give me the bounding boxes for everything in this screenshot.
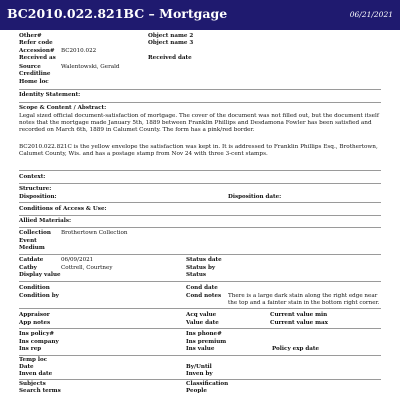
divider	[19, 254, 381, 255]
field-object-name-3: Object name 3	[148, 40, 194, 46]
catby-value: Cottrell, Courtney	[61, 264, 113, 271]
subjects-label: Subjects	[19, 381, 46, 387]
collection-label: Collection	[19, 230, 51, 236]
field-home-loc	[19, 79, 49, 86]
acq-value-label: Acq value	[186, 312, 217, 318]
field-accession	[19, 48, 55, 55]
classification-label: Classification	[186, 381, 229, 387]
divider	[19, 308, 381, 309]
status-date-label: Status date	[186, 257, 222, 263]
field-creditline	[19, 71, 50, 78]
ins-company-label: Ins company	[19, 338, 59, 345]
source-value: Walentowski, Gerald	[61, 64, 120, 70]
divider	[19, 227, 381, 228]
condition-label: Condition	[19, 285, 50, 291]
cond-notes-value: There is a large dark stain along the right edge near the top and a fainter stain in the bottom right corner.	[228, 292, 380, 306]
record-title: BC2010.022.821BC – Mortgage	[7, 6, 228, 21]
search-terms-label: Search terms	[19, 388, 61, 394]
field-source	[19, 64, 41, 71]
catdate-label: Catdate	[19, 257, 44, 263]
status-by-label: Status by	[186, 264, 216, 271]
field-other-number	[19, 33, 42, 40]
field-label: Other#	[19, 33, 42, 39]
divider	[19, 102, 381, 103]
field-label: Received as	[19, 55, 56, 61]
field-label: Source	[19, 64, 41, 70]
divider	[19, 215, 381, 216]
field-object-name-2: Object name 2	[148, 33, 194, 39]
allied-materials-label: Allied Materials:	[19, 218, 72, 224]
field-label: Accession#	[19, 47, 55, 54]
appraisor-label: Appraisor	[19, 312, 50, 318]
divider	[19, 281, 381, 282]
scope-paragraph-1: Legal sized official document-satisfaction of mortgage. The cover of the document was not filled out, but the document itself notes that the mortgage made January 5th, 1889 between Franklin Phillips and Desdamona Fowler has been satisfied and recorded on March 6th, 1889 in Calumet County. The form has a pink/red border.	[19, 112, 379, 133]
divider	[19, 355, 381, 356]
structure-label: Structure:	[19, 186, 52, 192]
value-date-label: Value date	[186, 319, 219, 326]
catby-label: Catby	[19, 264, 37, 271]
record-header	[0, 0, 400, 30]
condition-by-label: Condition by	[19, 292, 59, 299]
field-label: Refer code	[19, 40, 53, 46]
ins-rep-label: Ins rep	[19, 346, 42, 352]
divider	[19, 89, 381, 90]
event-label: Event	[19, 237, 37, 244]
ins-policy-label: Ins policy#	[19, 331, 55, 337]
field-label: Creditline	[19, 71, 51, 77]
divider	[19, 379, 381, 380]
disposition-date-label: Disposition date:	[228, 193, 282, 200]
by-until-label: By/Until	[186, 364, 212, 370]
current-value-max-label: Current value max	[270, 319, 329, 326]
cond-notes-label: Cond notes	[186, 292, 222, 299]
divider	[19, 170, 381, 171]
field-refer-code	[19, 40, 53, 47]
divider	[19, 328, 381, 329]
medium-label: Medium	[19, 245, 45, 251]
inven-date-label: Inven date	[19, 371, 53, 377]
cond-date-label: Cond date	[186, 285, 218, 291]
scope-label: Scope & Content / Abstract:	[19, 105, 107, 111]
status-label: Status	[186, 272, 207, 278]
accession-value: BC2010.022	[61, 47, 97, 54]
field-label: Home loc	[19, 79, 49, 85]
record-date: 06/21/2021	[349, 10, 393, 19]
scope-paragraph-2: BC2010.022.821C is the yellow envelope the satisfaction was kept in. It is addressed to Franklin Phillips Esq., Brothertown, Calumet County, Wis. and has a postage stamp from Nov 24 with three 3-cent stamps.	[19, 144, 378, 157]
conditions-access-label: Conditions of Access & Use:	[19, 206, 107, 212]
catdate-value: 06/09/2021	[61, 257, 94, 263]
ins-phone-label: Ins phone#	[186, 331, 222, 337]
context-label: Context:	[19, 174, 46, 180]
disposition-label: Disposition:	[19, 193, 57, 200]
ins-value-label: Ins value	[186, 346, 215, 352]
display-value-label: Display value	[19, 272, 61, 278]
current-value-min-label: Current value min	[270, 312, 328, 318]
field-received-date: Received date	[148, 55, 192, 61]
collection-value: Brothertown Collection	[61, 230, 128, 236]
inven-by-label: Inven by	[186, 371, 213, 377]
date-label: Date	[19, 364, 34, 370]
temp-loc-label: Temp loc	[19, 357, 48, 363]
divider	[19, 183, 381, 184]
policy-exp-date-label: Policy exp date	[272, 346, 320, 352]
people-label: People	[186, 388, 207, 394]
identity-statement-label: Identity Statement:	[19, 92, 81, 98]
ins-premium-label: Ins premium	[186, 338, 227, 345]
field-received-as	[19, 55, 56, 62]
app-notes-label: App notes	[19, 319, 51, 326]
divider	[19, 202, 381, 203]
